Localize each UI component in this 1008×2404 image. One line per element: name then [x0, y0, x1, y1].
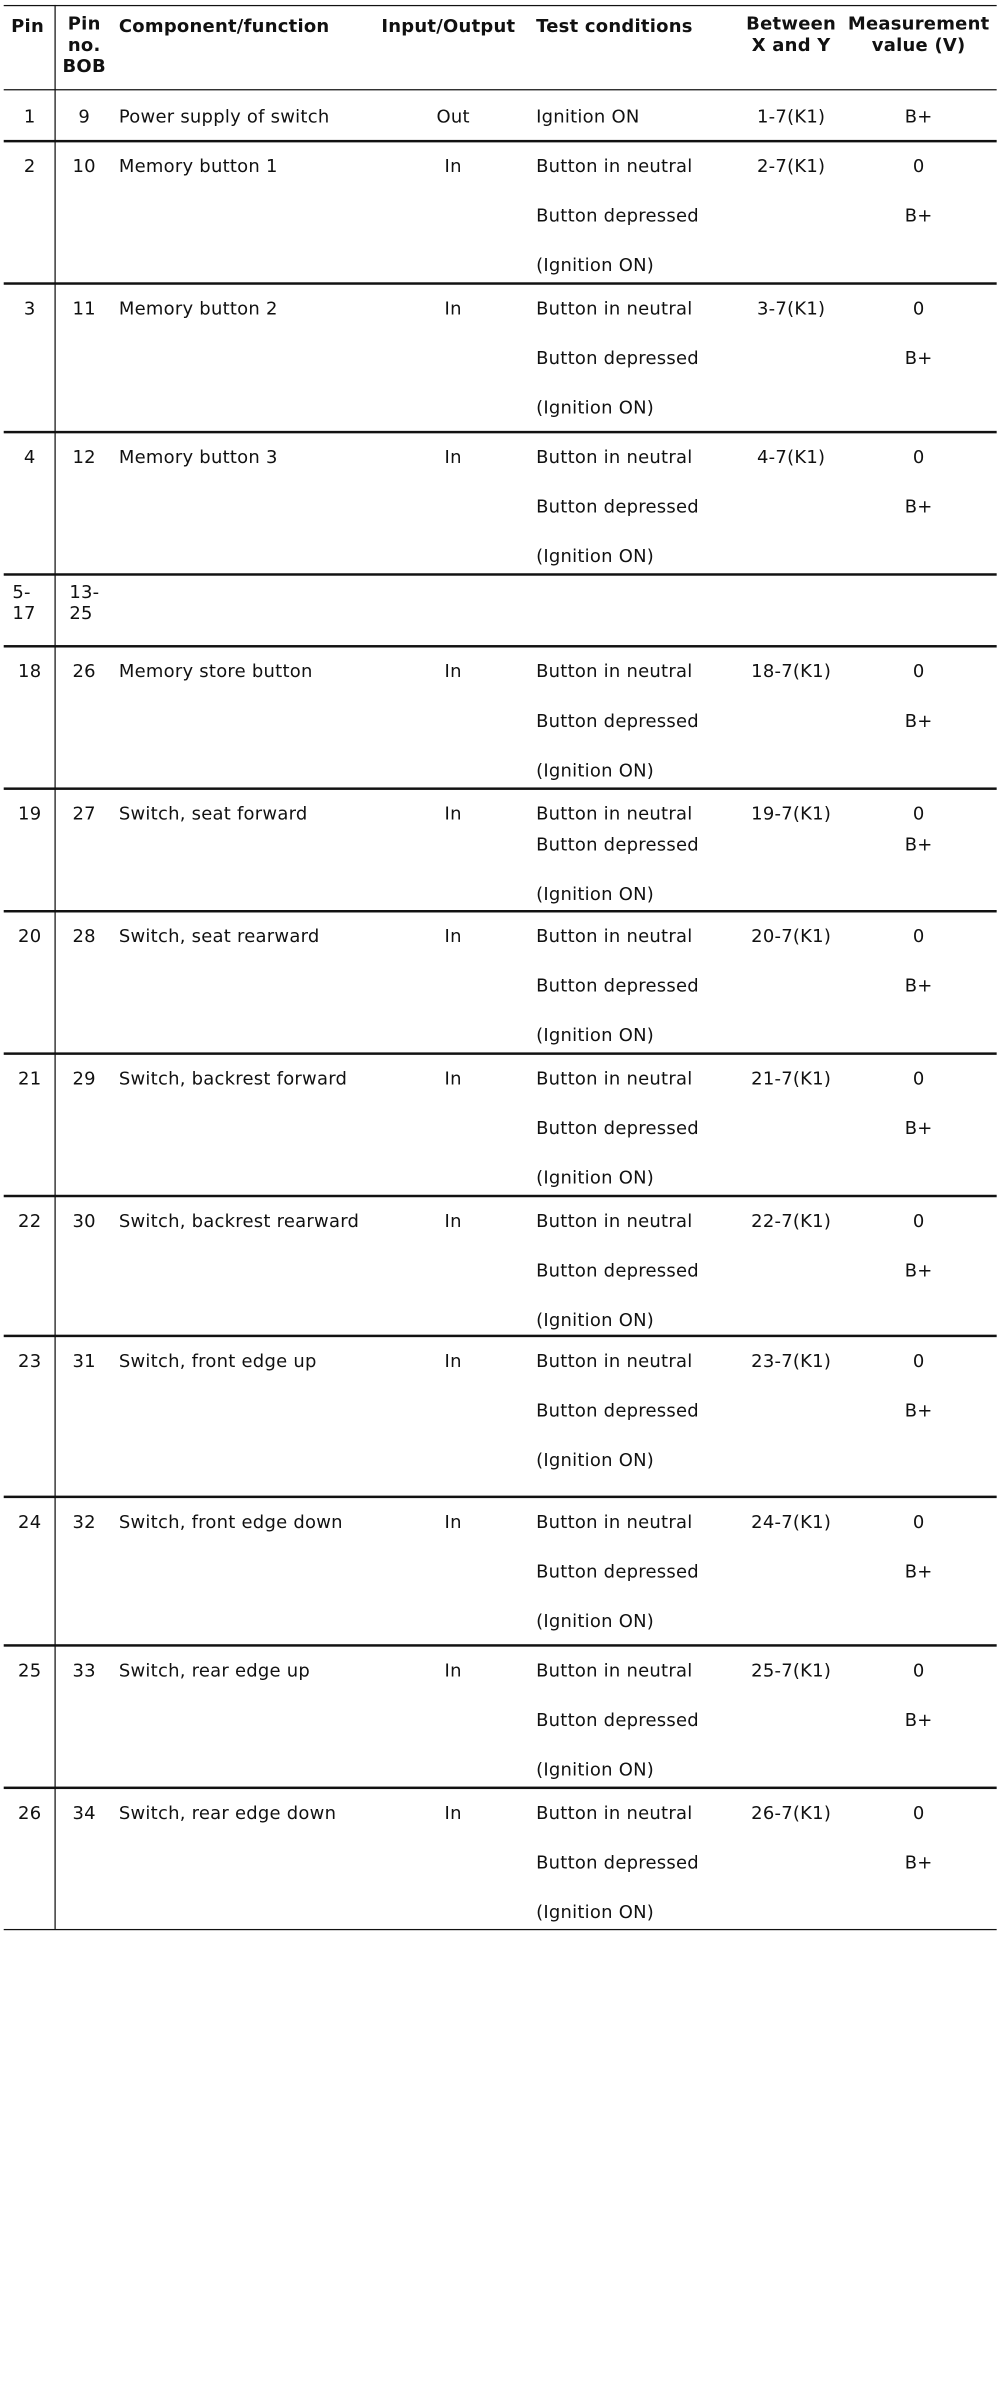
bob-pin-cell: 30	[72, 1212, 96, 1232]
pin-cell: 21	[18, 1069, 42, 1090]
between-cell: 4-7(K1)	[757, 448, 826, 469]
test-condition-cell: Button depressed	[536, 497, 699, 518]
measurement-cell: 0	[912, 804, 925, 825]
component-cell: Switch, front edge up	[118, 1352, 317, 1372]
test-condition-cell: Button in neutral	[536, 804, 693, 825]
test-condition-cell: (Ignition ON)	[536, 885, 655, 906]
test-condition-cell: Button in neutral	[536, 662, 693, 683]
between-cell: 26-7(K1)	[751, 1803, 832, 1824]
header-pin-no-bob: Pin no. BOB	[62, 14, 106, 77]
test-condition-cell: Button depressed	[536, 1711, 699, 1731]
header-bottom-rule	[4, 89, 997, 90]
pin-cell: 23	[18, 1352, 42, 1372]
bob-pin-cell: 11	[72, 299, 96, 320]
test-condition-cell: Button depressed	[536, 349, 699, 369]
bob-pin-cell: 12	[72, 448, 96, 469]
measurement-cell: 0	[912, 662, 925, 683]
between-cell: 22-7(K1)	[751, 1212, 832, 1232]
measurement-cell: 0	[912, 157, 925, 178]
measurement-cell: B+	[904, 1401, 933, 1422]
header-component: Component/function	[118, 17, 330, 38]
bob-pin-cell: 27	[72, 804, 96, 825]
component-cell: Switch, front edge down	[118, 1512, 343, 1533]
between-cell: 3-7(K1)	[757, 299, 826, 320]
between-cell: 2-7(K1)	[757, 157, 826, 178]
io-cell: In	[444, 157, 462, 178]
component-cell: Memory button 3	[118, 448, 278, 469]
measurement-cell: 0	[912, 299, 925, 320]
test-condition-cell: Button in neutral	[536, 1069, 693, 1090]
row-divider	[4, 1052, 997, 1054]
between-cell: 21-7(K1)	[751, 1069, 832, 1090]
measurement-cell: B+	[904, 835, 933, 856]
pin-cell: 1	[23, 107, 36, 128]
test-condition-cell: Button depressed	[536, 1401, 699, 1422]
measurement-cell: B+	[904, 1711, 933, 1731]
bob-pin-cell: 33	[72, 1661, 96, 1682]
row-divider	[4, 1787, 997, 1789]
between-cell: 19-7(K1)	[751, 804, 832, 825]
bob-pin-cell: 31	[72, 1352, 96, 1372]
between-cell: 25-7(K1)	[751, 1661, 832, 1682]
measurement-cell: 0	[912, 1803, 925, 1824]
component-cell: Memory button 1	[118, 157, 278, 178]
column-divider	[54, 5, 55, 1929]
measurement-cell: 0	[912, 1661, 925, 1682]
test-condition-cell: Button depressed	[536, 1853, 699, 1874]
component-cell: Switch, seat rearward	[118, 927, 320, 948]
row-divider	[4, 282, 997, 284]
between-cell: 1-7(K1)	[757, 107, 826, 128]
component-cell: Switch, seat forward	[118, 804, 308, 825]
measurement-cell: B+	[904, 1853, 933, 1874]
header-between: Between X and Y	[746, 14, 837, 56]
bob-pin-cell: 9	[78, 107, 91, 128]
component-cell: Memory button 2	[118, 299, 278, 320]
test-condition-cell: Button in neutral	[536, 1661, 693, 1682]
header-test-conditions: Test conditions	[536, 17, 693, 38]
test-condition-cell: (Ignition ON)	[536, 256, 655, 277]
measurement-cell: 0	[912, 1512, 925, 1533]
test-condition-cell: Button in neutral	[536, 448, 693, 469]
row-divider	[4, 1496, 997, 1498]
component-cell: Switch, backrest rearward	[118, 1212, 360, 1232]
between-cell: 23-7(K1)	[751, 1352, 832, 1372]
io-cell: In	[444, 927, 462, 948]
bob-pin-cell: 29	[72, 1069, 96, 1090]
pin-cell: 2	[23, 157, 36, 178]
test-condition-cell: (Ignition ON)	[536, 1311, 655, 1331]
pin-cell: 18	[18, 662, 42, 683]
test-condition-cell: Button in neutral	[536, 927, 693, 948]
pin-cell: 3	[23, 299, 36, 320]
component-cell: Power supply of switch	[118, 107, 330, 128]
header-measurement: Measurement value (V)	[847, 14, 990, 56]
header-pin: Pin	[11, 17, 44, 38]
measurement-cell: B+	[904, 976, 933, 997]
io-cell: In	[444, 804, 462, 825]
io-cell: In	[444, 1661, 462, 1682]
pin-cell: 25	[18, 1661, 42, 1682]
test-condition-cell: Button depressed	[536, 1119, 699, 1140]
row-divider	[4, 645, 997, 647]
test-condition-cell: (Ignition ON)	[536, 1168, 655, 1189]
bob-pin-cell: 10	[72, 157, 96, 178]
measurement-cell: 0	[912, 927, 925, 948]
measurement-cell: B+	[904, 1562, 933, 1583]
measurement-cell: B+	[904, 206, 933, 227]
test-condition-cell: Button depressed	[536, 835, 699, 856]
pin-cell: 4	[23, 448, 36, 469]
table-top-rule	[4, 5, 997, 6]
between-cell: 24-7(K1)	[751, 1512, 832, 1533]
measurement-cell: B+	[904, 107, 933, 128]
io-cell: Out	[436, 107, 470, 128]
row-divider	[4, 1335, 997, 1337]
test-condition-cell: Button depressed	[536, 206, 699, 227]
measurement-cell: B+	[904, 1261, 933, 1282]
component-cell: Memory store button	[118, 662, 313, 683]
between-cell: 20-7(K1)	[751, 927, 832, 948]
bob-pin-cell: 32	[72, 1512, 96, 1533]
row-divider	[4, 1644, 997, 1646]
component-cell: Switch, rear edge down	[118, 1803, 337, 1824]
bob-pin-cell: 28	[72, 927, 96, 948]
row-divider	[4, 431, 997, 433]
io-cell: In	[444, 1212, 462, 1232]
test-condition-cell: Button depressed	[536, 1261, 699, 1282]
measurement-cell: B+	[904, 1119, 933, 1140]
test-condition-cell: Button in neutral	[536, 157, 693, 178]
measurement-cell: 0	[912, 448, 925, 469]
test-condition-cell: (Ignition ON)	[536, 398, 655, 419]
pin-cell: 19	[18, 804, 42, 825]
test-condition-cell: Button depressed	[536, 1562, 699, 1583]
row-divider	[4, 910, 997, 912]
test-condition-cell: (Ignition ON)	[536, 547, 655, 568]
pin-cell: 5- 17	[12, 583, 36, 625]
row-divider	[4, 1195, 997, 1197]
io-cell: In	[444, 448, 462, 469]
component-cell: Switch, rear edge up	[118, 1661, 311, 1682]
measurement-cell: B+	[904, 711, 933, 732]
measurement-cell: 0	[912, 1212, 925, 1232]
test-condition-cell: (Ignition ON)	[536, 761, 655, 782]
table-bottom-rule	[4, 1929, 997, 1930]
test-condition-cell: Button in neutral	[536, 1352, 693, 1372]
io-cell: In	[444, 1069, 462, 1090]
pin-cell: 24	[18, 1512, 42, 1533]
test-condition-cell: Button in neutral	[536, 1512, 693, 1533]
bob-pin-cell: 26	[72, 662, 96, 683]
row-divider	[4, 787, 997, 789]
test-condition-cell: (Ignition ON)	[536, 1612, 655, 1632]
io-cell: In	[444, 1512, 462, 1533]
pin-cell: 26	[18, 1803, 42, 1824]
test-condition-cell: (Ignition ON)	[536, 1760, 655, 1781]
test-condition-cell: Button depressed	[536, 711, 699, 732]
pin-cell: 20	[18, 927, 42, 948]
test-condition-cell: Button depressed	[536, 976, 699, 997]
bob-pin-cell: 13- 25	[69, 583, 100, 625]
test-condition-cell: (Ignition ON)	[536, 1902, 655, 1923]
test-condition-cell: Ignition ON	[536, 107, 640, 128]
row-divider	[4, 573, 997, 575]
io-cell: In	[444, 299, 462, 320]
test-condition-cell: Button in neutral	[536, 1212, 693, 1232]
io-cell: In	[444, 1352, 462, 1372]
row-divider	[4, 140, 997, 142]
io-cell: In	[444, 1803, 462, 1824]
io-cell: In	[444, 662, 462, 683]
measurement-cell: B+	[904, 497, 933, 518]
measurement-cell: 0	[912, 1352, 925, 1372]
test-condition-cell: (Ignition ON)	[536, 1451, 655, 1471]
test-condition-cell: Button in neutral	[536, 299, 693, 320]
component-cell: Switch, backrest forward	[118, 1069, 348, 1090]
between-cell: 18-7(K1)	[751, 662, 832, 683]
measurement-cell: B+	[904, 349, 933, 369]
test-condition-cell: (Ignition ON)	[536, 1026, 655, 1047]
test-condition-cell: Button in neutral	[536, 1803, 693, 1824]
pin-cell: 22	[18, 1212, 42, 1232]
measurement-cell: 0	[912, 1069, 925, 1090]
header-io: Input/Output	[381, 17, 516, 38]
bob-pin-cell: 34	[72, 1803, 96, 1824]
